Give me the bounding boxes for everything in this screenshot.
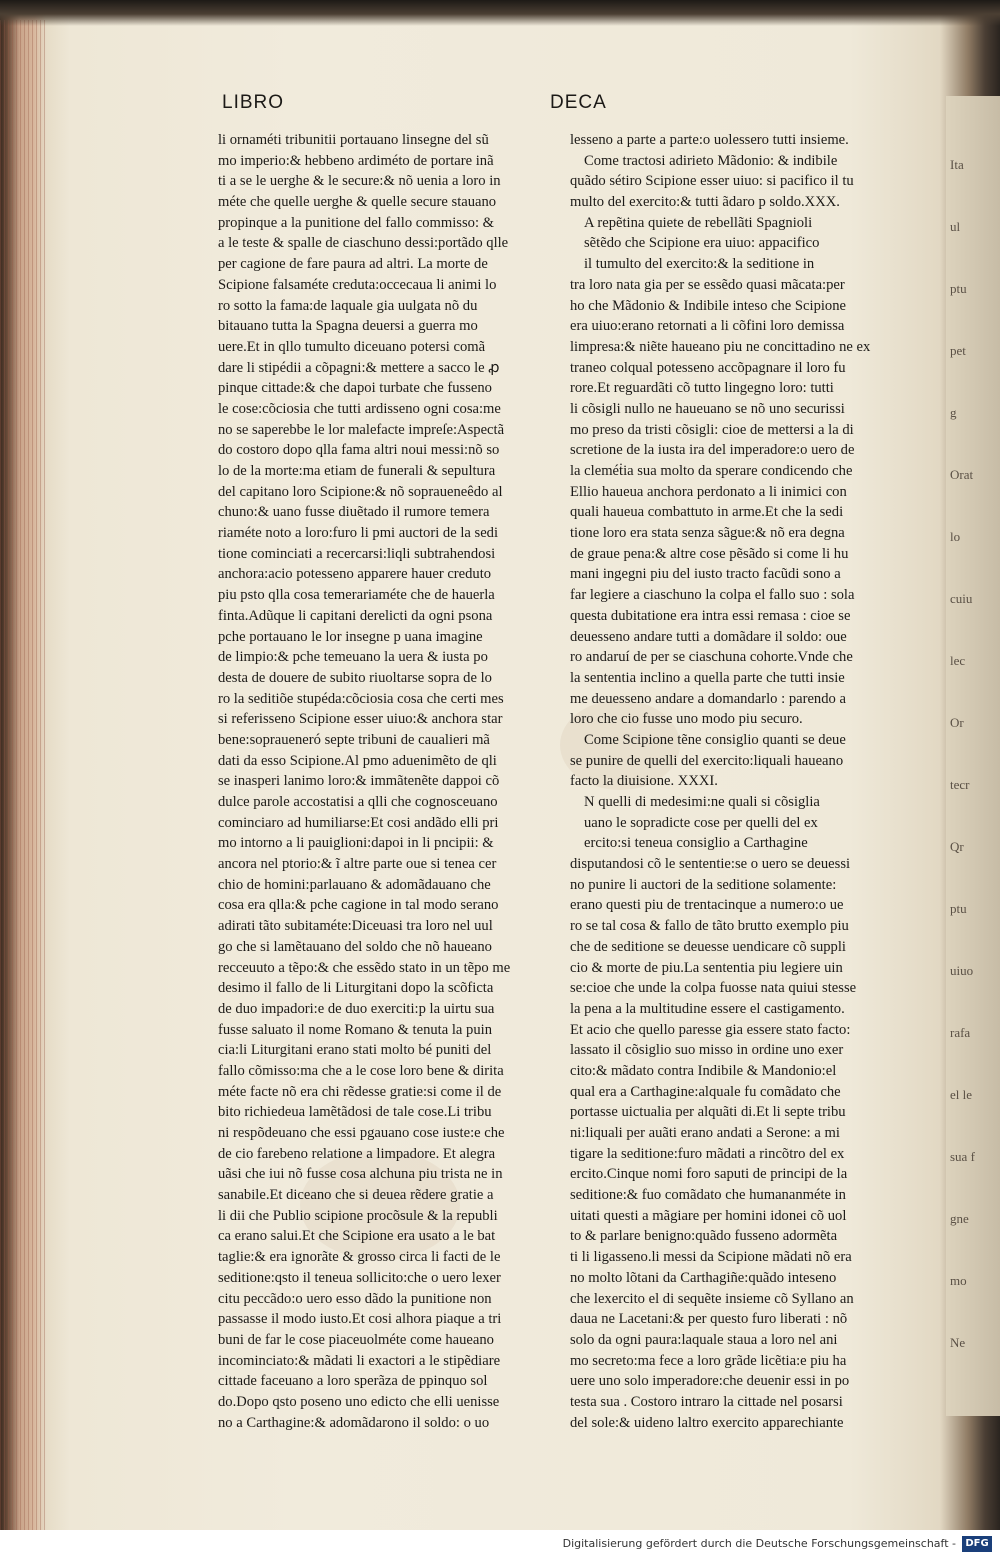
text-line: bito richiedeua lamẽtãdosi de tale cose.Li tribu — [218, 1104, 492, 1121]
text-line: taglie:& era ignorãte & grosso circa li facti de le — [218, 1249, 501, 1266]
top-shadow — [0, 0, 1000, 26]
footer-credit: Digitalisierung gefördert durch die Deutsche Forschungsgemeinschaft - — [562, 1537, 956, 1550]
text-line: bitauano tutta la Spagna deuersi a guerra mo — [218, 318, 478, 335]
next-page-fragment: el le — [950, 1087, 973, 1102]
next-page-fragment: cuiu — [950, 591, 973, 606]
text-line: lassato il cõsiglio suo misso in ordine uno exer — [570, 1042, 844, 1059]
text-line: bene:sopraueneró septe tribuni de caualieri mã — [218, 731, 490, 748]
next-page-fragment: rafa — [950, 1025, 971, 1040]
text-line: seditione:qsto il teneua sollicito:che o uero lexer — [218, 1269, 501, 1286]
text-line: mo preso da tristi cõsigli: cioe de mettersi a la di — [570, 421, 854, 438]
text-line: se:cioe che unde la colpa fuosse nata quiui stesse — [570, 980, 857, 997]
text-line: sanabile.Et diceano che si deuea rẽdere gratie a — [218, 1187, 494, 1204]
text-line: lo de la morte:ma etiam de funerali & sepultura — [218, 463, 496, 479]
text-line: se punire de quelli del exercito:liquali haueano — [570, 752, 844, 769]
text-line: passasse il modo iusto.Et cosi alhora piaque a tri — [218, 1311, 502, 1328]
next-page-fragment: lec — [950, 653, 966, 668]
text-line: mani ingegni piu del iusto tracto facũdi sono a — [570, 566, 841, 583]
text-line: finta.Adũque li capitani derelicti da ogni psona — [218, 607, 493, 624]
text-line: fallo cõmisso:ma che a le cose loro bene & dirita — [218, 1062, 504, 1079]
text-line: Come Scipione tẽne consiglio quanti se deue — [584, 731, 846, 748]
text-line: ni respõdeuano che essi pgauano cose iuste:e che — [218, 1125, 505, 1141]
next-page-fragment: ptu — [950, 901, 967, 916]
text-line: anchora:acio potesseno apparere hauer creduto — [218, 566, 492, 583]
text-line: propinque a la punitione del fallo commisso: & — [218, 214, 495, 231]
text-line: pche portauano le lor insegne p uana imagine — [218, 628, 483, 645]
text-line: incominciato:& mãdati li exactori a le stipẽdiare — [218, 1352, 501, 1369]
text-line: si referisseno Scipione esser uiuo:& anchora star — [218, 711, 503, 728]
text-line: portasse uictualia per alquãti di.Et li septe tribu — [570, 1104, 846, 1121]
page-edges — [0, 20, 46, 1530]
right-text-column — [570, 130, 922, 1433]
text-line: de limpio:& pche temeuano la uera & iusta po — [218, 649, 488, 666]
text-line: cito:& mãdato contra Indibile & Mandonio:el — [570, 1062, 837, 1079]
text-line: go che si lamẽtauano del soldo che nõ haueano — [218, 938, 492, 955]
next-page-fragment: g — [950, 405, 957, 420]
text-line: no molto lõtani da Carthagiñe:quãdo inteseno — [570, 1269, 837, 1286]
text-line: adirati tãto subitaméte:Diceuasi tra loro nel uul — [218, 918, 493, 935]
text-line: quãdo sétiro Scipione esser uiuo: si pacifico il tu — [570, 173, 854, 190]
text-line: de duo impadori:e de duo exerciti:p la uirtu sua — [218, 1000, 495, 1017]
text-line: ro andaruí de per se ciaschuna cohorte.Vnde che — [570, 649, 853, 666]
text-line: uere uno solo imperadore:che deuenir essi in po — [570, 1373, 850, 1390]
text-line: ercito.Cinque nomi foro saputi de principi de la — [570, 1166, 848, 1183]
text-line: ercito:si teneua consiglio a Carthagine — [584, 835, 808, 852]
text-line: il tumulto del exercito:& la seditione in — [584, 256, 815, 273]
text-line: rore.Et reguardãti cõ tutto lingegno loro: tutti — [570, 380, 834, 397]
text-line: la cleméṫia sua molto da sperare condicendo che — [570, 463, 853, 479]
next-page-edge — [946, 96, 1000, 1416]
text-line: testa sua . Costoro intraro la cittade nel posarsi — [570, 1393, 843, 1410]
text-line: mo intorno a li pauiglioni:dapoi in li pncipii: & — [218, 835, 494, 852]
text-line: daua ne Lacetani:& per questo furo liberati : nõ — [570, 1311, 848, 1328]
text-line: uitati questi a mãgiare per homini idonei cõ uol — [570, 1207, 847, 1224]
next-page-fragment: sua f — [950, 1149, 975, 1164]
running-header-left: LIBRO — [222, 92, 285, 113]
next-page-fragment: Ita — [950, 157, 964, 172]
text-line: ro sotto la fama:de laquale gia uulgata nõ du — [218, 297, 478, 314]
text-line: a le teste & spalle de ciaschuno dessi:portãdo qlle — [218, 235, 509, 252]
text-line: cittade faceuano a loro sperãza de ppinquo sol — [218, 1373, 488, 1390]
next-page-fragment: lo — [950, 529, 961, 544]
text-line: Scipione falsaméte creduta:occecaua li animi lo — [218, 276, 497, 293]
text-line: citu peccãdo:o uero esso dãdo la punitione non — [218, 1290, 492, 1307]
text-line: ni:liquali per auãti erano andati a Serone: a mi — [570, 1125, 840, 1141]
text-line: A repẽtina quiete de rebellãti Spagnioli — [584, 214, 813, 231]
text-line: ho che Mãdonio & Indibile inteso che Scipione — [570, 297, 847, 314]
next-page-fragment: pet — [950, 343, 966, 358]
text-line: erano questi piu de trentacinque a numero:o ue — [570, 897, 844, 914]
text-line: de graue pena:& altre cose pẽsãdo si come li hu — [570, 545, 849, 562]
text-line: per cagione de fare paura ad altri. La morte de — [218, 256, 488, 273]
text-line: loro che cio fusse uno modo piu securo. — [570, 711, 803, 728]
text-line: tione cominciati a recercarsi:liqli subtrahendosi — [218, 545, 496, 562]
text-line: Et acio che quello paresse gia essere stato facto: — [570, 1021, 851, 1038]
text-line: no se saperebbe le lor malefacte impreſe:Aspectã — [218, 421, 505, 438]
next-page-fragment: Orat — [950, 467, 974, 482]
text-line: li ornaméti tribunitii portauano linsegne del sũ — [218, 132, 489, 148]
text-line: to & parlare benigno:quãdo fusseno adormẽta — [570, 1228, 838, 1245]
text-line: Come tractosi adirieto Mãdonio: & indibile — [584, 152, 838, 169]
text-line: che de seditione se deuesse uendicare cõ suppli — [570, 938, 846, 955]
text-line: che lexercito el di sequẽte insieme cõ Syllano an — [570, 1290, 854, 1307]
text-line: desimo il fallo de li Liturgitani dopo la scõficta — [218, 980, 494, 997]
text-line: méte che quelle uerghe & quelle secure stauano — [218, 194, 497, 211]
next-page-fragment: tecr — [950, 777, 970, 792]
text-line: ancora nel ptorio:& ĩ altre parte oue si tenea cer — [218, 856, 497, 873]
text-line: cominciaro ad humiliarse:Et cosi andãdo elli pri — [218, 814, 499, 831]
text-line: scretione de la iusta ira del imperadore:o uero de — [570, 442, 855, 459]
text-line: deuesseno andare tutti a domãdare il soldo: oue — [570, 628, 847, 645]
next-page-fragment: ul — [950, 219, 961, 234]
text-line: uano le sopradicte cose per quelli del ex — [584, 814, 818, 831]
text-line: era uiuo:erano retornati a li cõfini loro demissa — [570, 318, 845, 335]
text-line: la sententia inclino a quella parte che tutti insie — [570, 669, 845, 686]
text-line: tione loro era stata senza sãgue:& nõ era degna — [570, 525, 845, 542]
text-line: qual era a Carthagine:alquale fu comãdato che — [570, 1083, 841, 1100]
text-line: quali haueua combattuto in arme.Et che la sedi — [570, 504, 844, 521]
text-line: mo secreto:ma fece a loro grãde licẽtia:e piu ha — [570, 1352, 847, 1369]
text-line: far legiere a ciaschuno la colpa el fallo suo : sola — [570, 587, 855, 604]
text-line: do.Dopo qsto poseno uno edicto che elli uenisse — [218, 1393, 500, 1410]
text-line: le cose:cõciosia che tutti ardisseno ogni cosa:me — [218, 400, 501, 417]
text-line: dare li stipédii a cõpagni:& mettere a sacco le ꝓ — [218, 359, 500, 376]
text-line: do costoro dopo qlla fama altri noui messi:nõ so — [218, 442, 500, 459]
next-page-fragment: gne — [950, 1211, 969, 1226]
text-line: lesseno a parte a parte:o uolessero tutti insieme. — [570, 132, 849, 148]
text-line: limpresa:& niẽte haueano piu ne concittadino ne ex — [570, 338, 871, 355]
next-page-fragment: mo — [950, 1273, 967, 1288]
text-line: uere.Et in qllo tumulto diceuano potersi comã — [218, 338, 486, 355]
text-line: no punire li auctori de la seditione solamente: — [570, 876, 837, 893]
left-text-column — [218, 130, 553, 1433]
text-line: li cõsigli nullo ne haueuano se nõ uno securissi — [570, 400, 845, 417]
text-line: la pena a la multitudine essere el castigamento. — [570, 1000, 845, 1017]
text-line: seditione:& fuo comãdato che humananméte in — [570, 1187, 846, 1204]
text-line: facto la diuisione. XXXI. — [570, 773, 718, 790]
text-line: li dii che Publio scipione procõsule & la republi — [218, 1207, 498, 1224]
text-line: del sole:& uideno laltro exercito apparechiante — [570, 1414, 844, 1431]
text-line: cio & morte de piu.La sententia piu legiere uin — [570, 959, 843, 976]
text-line: mo imperio:& hebbeno ardiméto de portare inã — [218, 152, 494, 169]
next-page-fragment: uiuo — [950, 963, 974, 978]
text-line: sẽtẽdo che Scipione era uiuo: appacifico — [584, 235, 820, 252]
next-page-fragment: Qr — [950, 839, 964, 854]
dfg-logo: DFG — [962, 1536, 992, 1552]
text-line: ti a se le uerghe & le secure:& nõ uenia a loro in — [218, 173, 501, 190]
text-line: chuno:& uano fusse diuẽtado il rumore temera — [218, 504, 490, 521]
text-line: disputandosi cõ le sententie:se o uero se deuessi — [570, 856, 851, 873]
text-line: dati da esso Scipione.Al pmo aduenimẽto de qli — [218, 752, 497, 769]
text-line: tigare la seditione:furo mãdati a rincõtro del ex — [570, 1145, 845, 1162]
text-line: traneo colqual potesseno accõpagnare il loro fu — [570, 359, 846, 376]
text-line: dulce parole accostatisi a qlli che cognosceuano — [218, 794, 498, 810]
text-line: N quelli di medesimi:ne quali si cõsiglia — [584, 794, 820, 810]
text-line: ro se tal cosa & fallo de tãto brutto exemplo piu — [570, 918, 849, 935]
text-line: del capitano loro Scipione:& nõ sopraueneêdo al — [218, 483, 503, 500]
next-page-fragment: Or — [950, 715, 964, 730]
text-line: no a Carthagine:& adomãdarono il soldo: o uo — [218, 1414, 490, 1431]
text-line: de cio farebeno relatione a limpadore. Et alegra — [218, 1145, 496, 1162]
next-page-fragment: ptu — [950, 281, 967, 296]
text-line: recceuuto a tẽpo:& che essẽdo stato in un tẽpo me — [218, 959, 511, 976]
text-line: pinque cittade:& che dapoi turbate che fusseno — [218, 380, 492, 397]
text-line: ca erano salui.Et che Scipione era usato a le bat — [218, 1228, 496, 1245]
text-line: cosa era qlla:& pche cagione in tal modo serano — [218, 897, 499, 914]
next-page-fragment: Ne — [950, 1335, 966, 1350]
text-line: solo da ogni paura:laquale staua a loro nel ani — [570, 1331, 838, 1348]
text-line: piu psto qlla cosa temerariaméte che de hauerla — [218, 587, 495, 604]
text-line: tra loro nata gia per se essẽdo quasi mãcata:per — [570, 276, 845, 293]
footer-bar — [0, 1530, 1000, 1558]
text-line: desta de douere de subito riuoltarse sopra de lo — [218, 669, 492, 686]
text-line: fusse saluato il nome Romano & tenuta la puin — [218, 1021, 492, 1038]
text-line: chio de homini:parlauano & adomãdauano che — [218, 876, 491, 893]
text-line: ti li ligasseno.li messi da Scipione mãdati nõ era — [570, 1249, 852, 1266]
running-header-right: DECA — [550, 92, 607, 113]
text-line: méte facte nõ era chi rẽdesse gratie:si come il de — [218, 1083, 502, 1100]
text-line: multo del exercito:& tutti ãdaro p soldo.XXX. — [570, 194, 840, 211]
text-line: Ellio haueua anchora perdonato a li inimici con — [570, 483, 847, 500]
text-line: ro la seditiõe stupéda:cõciosia cosa che certi mes — [218, 690, 504, 707]
text-line: me deuesseno andare a domandarlo : parendo a — [570, 690, 846, 707]
text-line: riaméte noto a loro:furo li pmi auctori de la sedi — [218, 525, 499, 542]
text-line: questa dubitatione era intra essi remasa : cioe se — [570, 607, 851, 624]
text-line: cia:li Liturgitani erano stati molto bé puniti del — [218, 1042, 492, 1059]
text-line: uãsi che iui nõ fusse cosa alchuna piu trista ne in — [218, 1166, 503, 1183]
text-line: se inasperi lanimo loro:& immãtenẽte dappoi cõ — [218, 773, 500, 790]
text-line: buni de far le cose piaceuolméte come haueano — [218, 1331, 494, 1348]
